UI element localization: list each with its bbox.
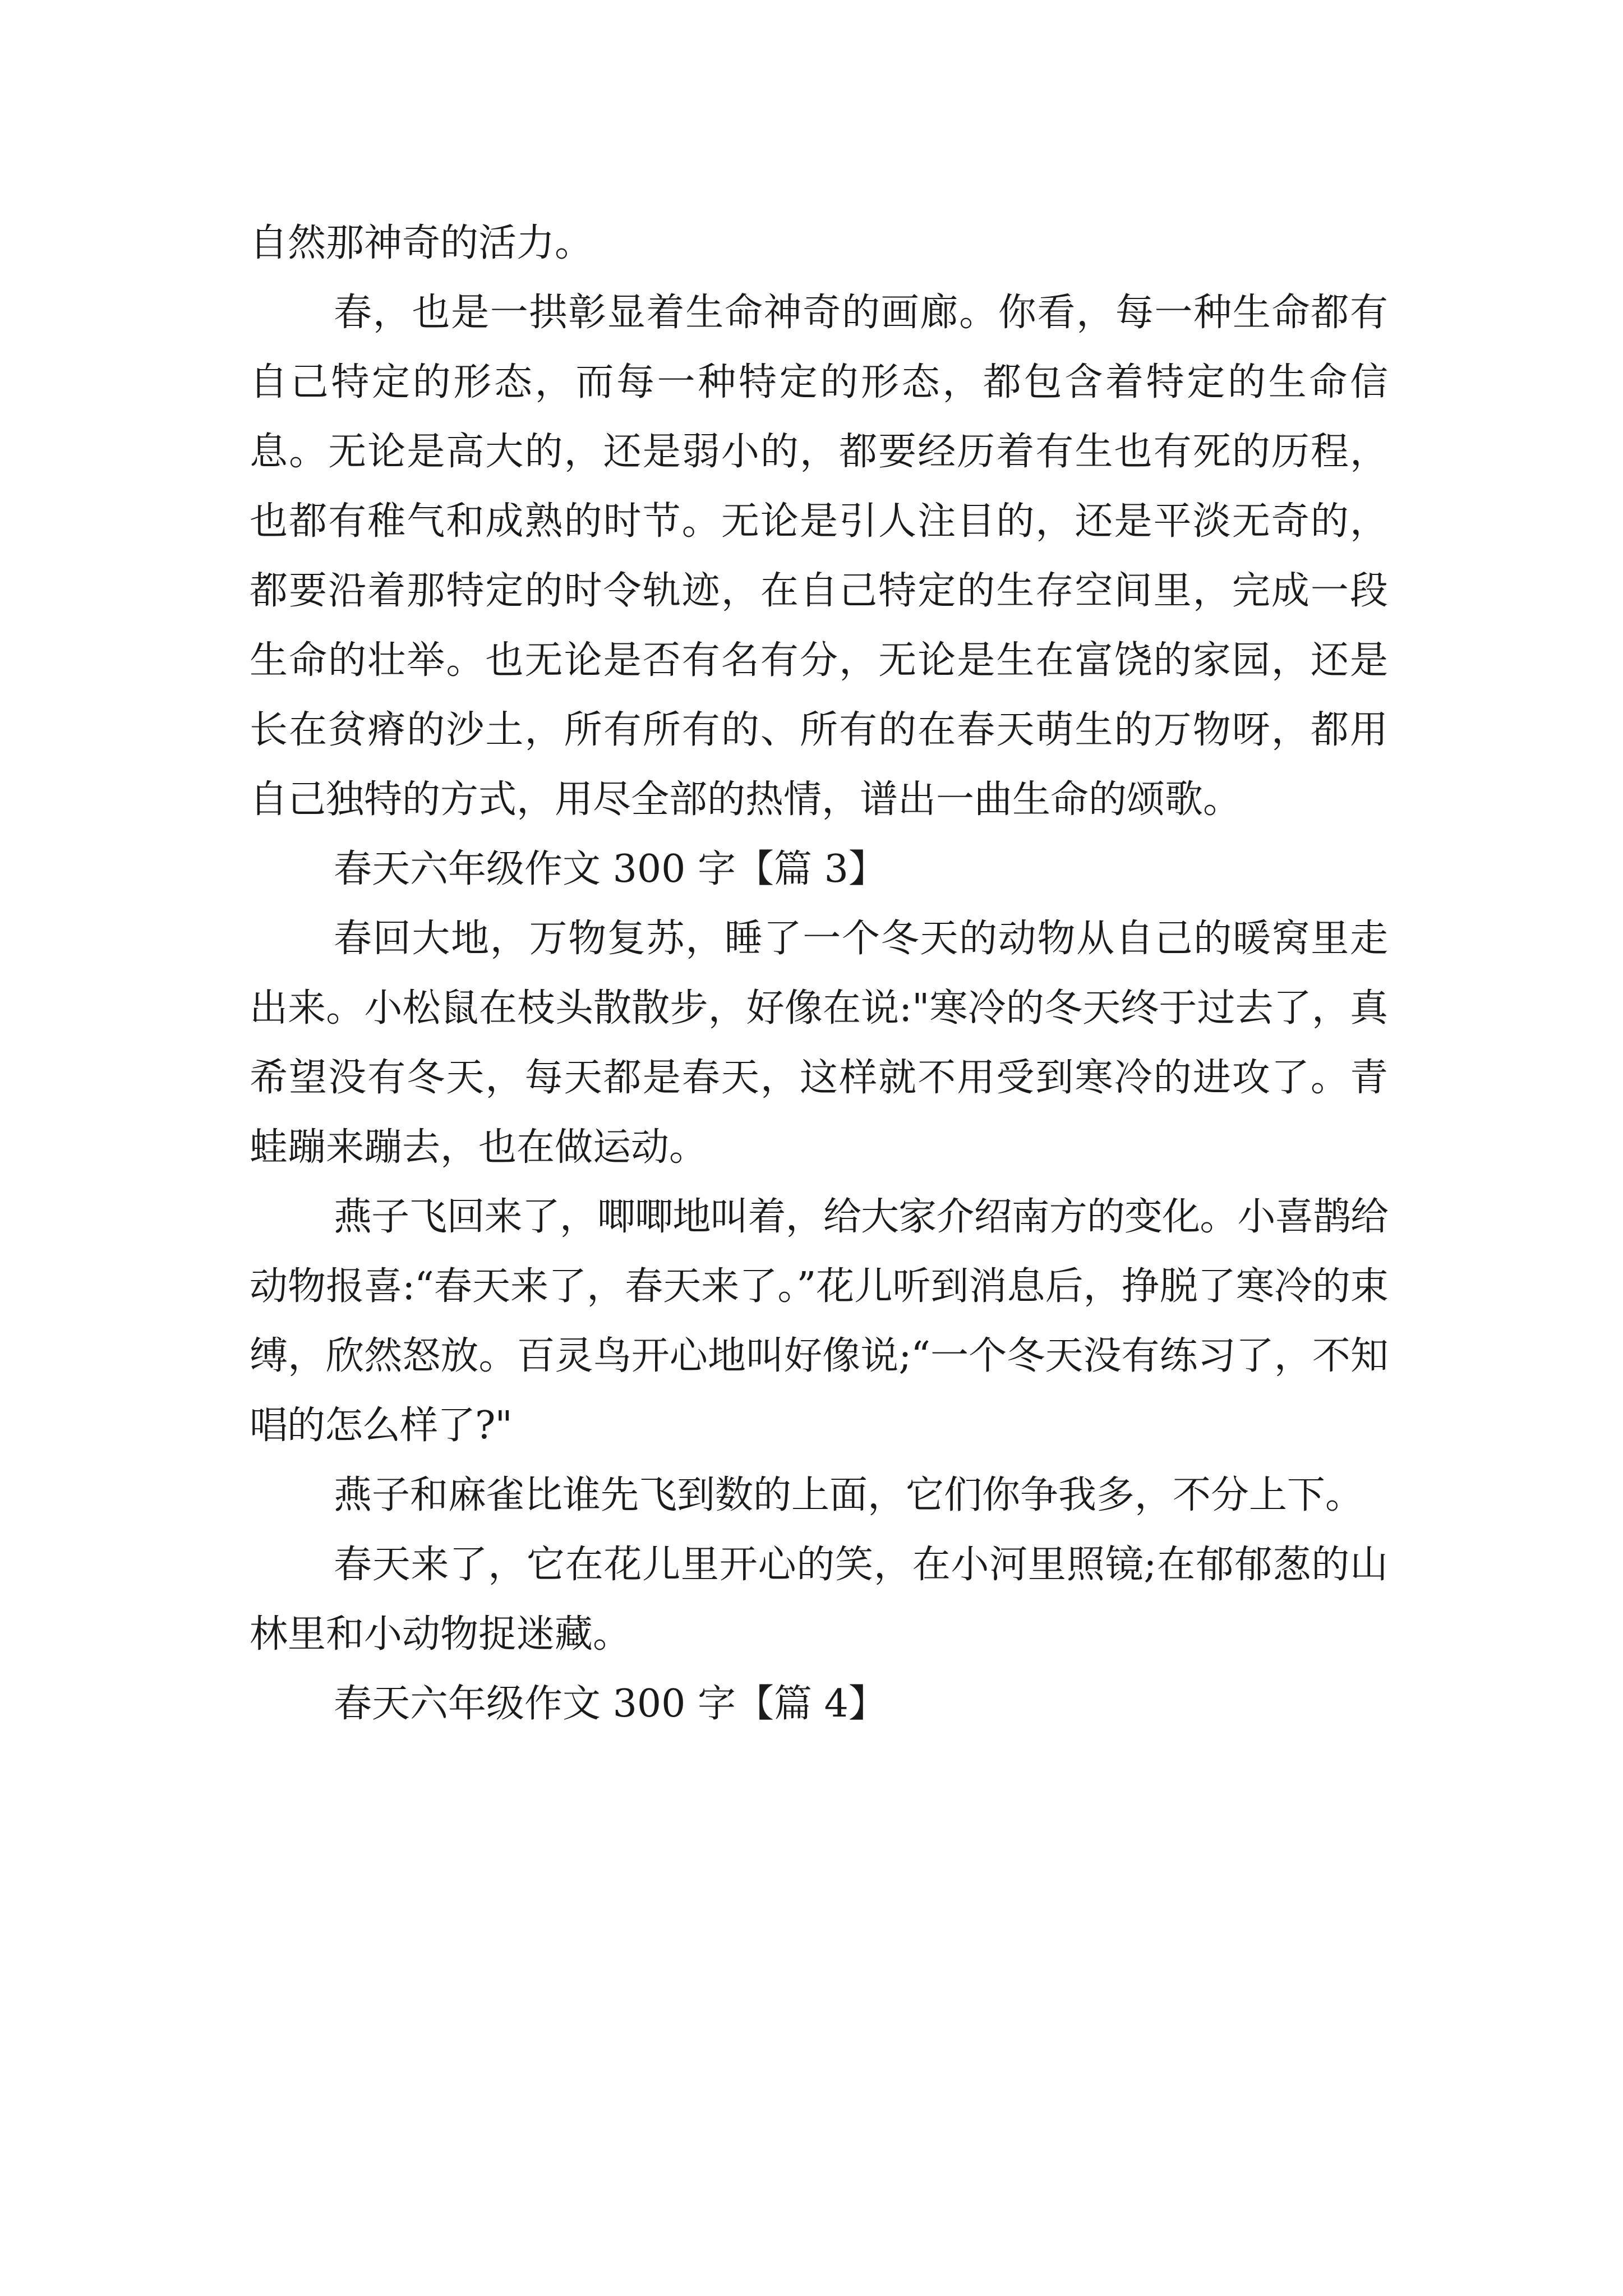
paragraph-continuation: 自然那神奇的活力。 [250,221,593,265]
paragraph-spring-smiles: 春天来了，它在花儿里开心的笑，在小河里照镜;在郁郁葱的山林里和小动物捉迷藏。 [250,1543,1388,1657]
section-heading-part-3: 春天六年级作文 300 字【篇 3】 [334,847,887,891]
paragraph-spring-returns: 春回大地，万物复苏，睡了一个冬天的动物从自己的暖窝里走出来。小松鼠在枝头散散步，好像在说:"寒冷的冬天终于过去了，真希望没有冬天，每天都是春天，这样就不用受到寒冷的进攻了。青蛙蹦来蹦去，也在做运动。 [250,917,1388,1170]
section-heading-part-4: 春天六年级作文 300 字【篇 4】 [334,1682,887,1726]
paragraph-spring-gallery: 春，也是一拱彰显着生命神奇的画廊。你看，每一种生命都有自己特定的形态，而每一种特定的形态，都包含着特定的生命信息。无论是高大的，还是弱小的，都要经历着有生也有死的历程，也都有稚气和成熟的时节。无论是引人注目的，还是平淡无奇的，都要沿着那特定的时令轨迹，在自己特定的生存空间里，完成一段生命的壮举。也无论是否有名有分，无论是生在富饶的家园，还是长在贫瘠的沙土，所有所有的、所有的在春天萌生的万物呀，都用自己独特的方式，用尽全部的热情，谱出一曲生命的颂歌。 [250,291,1388,822]
document-body [250,209,1388,1739]
paragraph-swallows-sparrows: 燕子和麻雀比谁先飞到数的上面，它们你争我多，不分上下。 [334,1473,1364,1517]
paragraph-swallows-return: 燕子飞回来了，唧唧地叫着，给大家介绍南方的变化。小喜鹊给动物报喜:“春天来了，春天来了。”花儿听到消息后，挣脱了寒冷的束缚，欣然怒放。百灵鸟开心地叫好像说;“一个冬天没有练习了，不知唱的怎么样了?" [250,1195,1388,1448]
